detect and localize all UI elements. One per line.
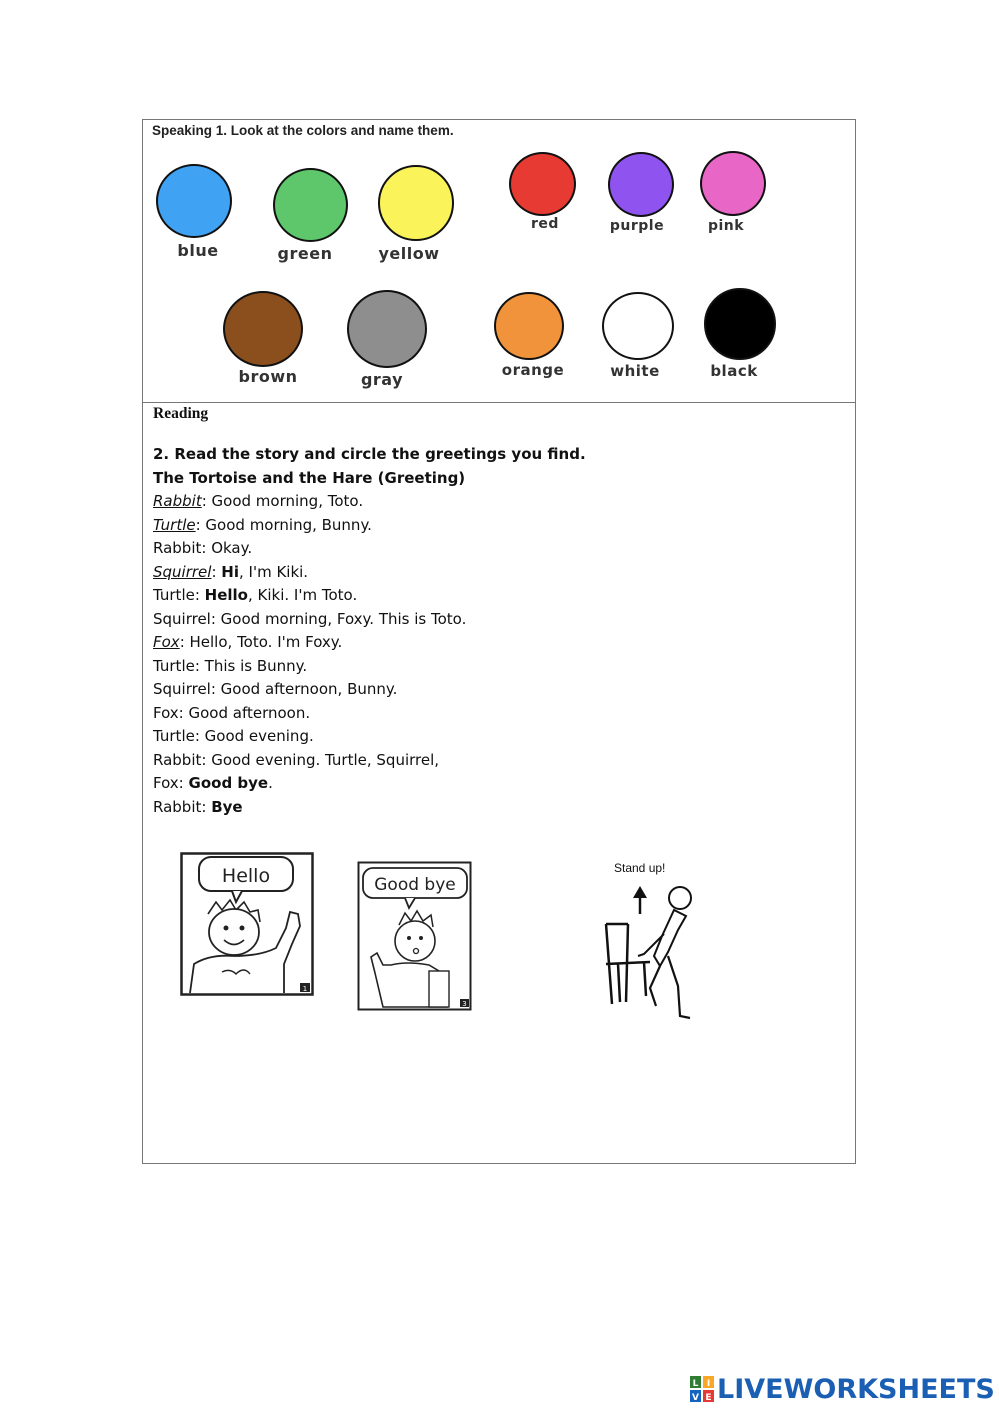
story-line: Fox: Good bye.	[153, 774, 273, 792]
svg-text:L: L	[692, 1379, 699, 1389]
color-dot-yellow	[378, 165, 454, 241]
color-label-pink: pink	[707, 218, 745, 234]
liveworksheets-logo-icon	[690, 1376, 714, 1402]
color-label-red: red	[531, 216, 559, 232]
story-line: Rabbit: Good evening. Turtle, Squirrel,	[153, 750, 440, 769]
color-dot-white	[602, 292, 674, 360]
story-line: Rabbit: Good morning, Toto.	[153, 492, 364, 510]
story-line: Squirrel: Good morning, Foxy. This is Toto.	[153, 609, 467, 628]
hello-bubble-text: Hello	[221, 865, 271, 887]
story-text	[153, 443, 586, 819]
svg-text:E: E	[705, 1393, 712, 1402]
hello-page-number: 1	[302, 985, 308, 993]
reading-heading: Reading	[153, 405, 209, 422]
story-title: The Tortoise and the Hare (Greeting)	[153, 468, 466, 487]
stand-up-illustration	[598, 856, 708, 1026]
svg-text:I: I	[706, 1379, 711, 1389]
story-line: Turtle: This is Bunny.	[153, 656, 308, 675]
worksheet-frame	[142, 119, 856, 1164]
color-label-blue: blue	[177, 241, 219, 260]
color-dot-black	[704, 288, 776, 360]
story-line: Rabbit: Bye	[153, 797, 243, 816]
color-label-brown: brown	[238, 367, 298, 386]
color-dot-pink	[700, 151, 766, 216]
story-line: Turtle: Good morning, Bunny.	[153, 515, 372, 534]
color-dot-purple	[608, 152, 674, 217]
speaking-instruction: Speaking 1. Look at the colors and name them.	[152, 123, 454, 138]
color-dot-brown	[223, 291, 303, 367]
color-label-white: white	[610, 362, 660, 380]
color-dot-blue	[156, 164, 232, 238]
story-line: Rabbit: Okay.	[153, 539, 253, 557]
story-line: Squirrel: Good afternoon, Bunny.	[153, 680, 398, 698]
story-line: Turtle: Good evening.	[153, 727, 314, 745]
story-line: Turtle: Hello, Kiki. I'm Toto.	[153, 586, 358, 604]
liveworksheets-wordmark: LIVEWORKSHEETS	[717, 1373, 995, 1405]
story-line: Fox: Good afternoon.	[153, 703, 311, 722]
liveworksheets-brand	[690, 1372, 995, 1406]
color-label-yellow: yellow	[378, 244, 440, 263]
color-label-orange: orange	[501, 361, 565, 379]
goodbye-page-number: 3	[462, 1000, 467, 1008]
story-line: Fox: Hello, Toto. I'm Foxy.	[153, 633, 343, 651]
color-dot-red	[509, 152, 576, 216]
color-dot-orange	[494, 292, 564, 360]
hello-boy-illustration	[180, 852, 314, 997]
color-dot-gray	[347, 290, 427, 368]
stand-up-caption: Stand up!	[614, 861, 666, 875]
goodbye-boy-illustration	[357, 861, 472, 1011]
reading-instruction: 2. Read the story and circle the greetings you find.	[153, 445, 586, 463]
color-label-gray: gray	[360, 370, 404, 389]
color-label-green: green	[277, 244, 333, 263]
section-divider	[143, 402, 855, 403]
goodbye-bubble-text: Good bye	[374, 875, 456, 895]
color-dot-green	[273, 168, 348, 242]
color-label-purple: purple	[609, 218, 665, 234]
color-label-black: black	[710, 362, 758, 380]
story-line: Squirrel: Hi, I'm Kiki.	[153, 562, 309, 581]
svg-text:V: V	[692, 1393, 699, 1402]
